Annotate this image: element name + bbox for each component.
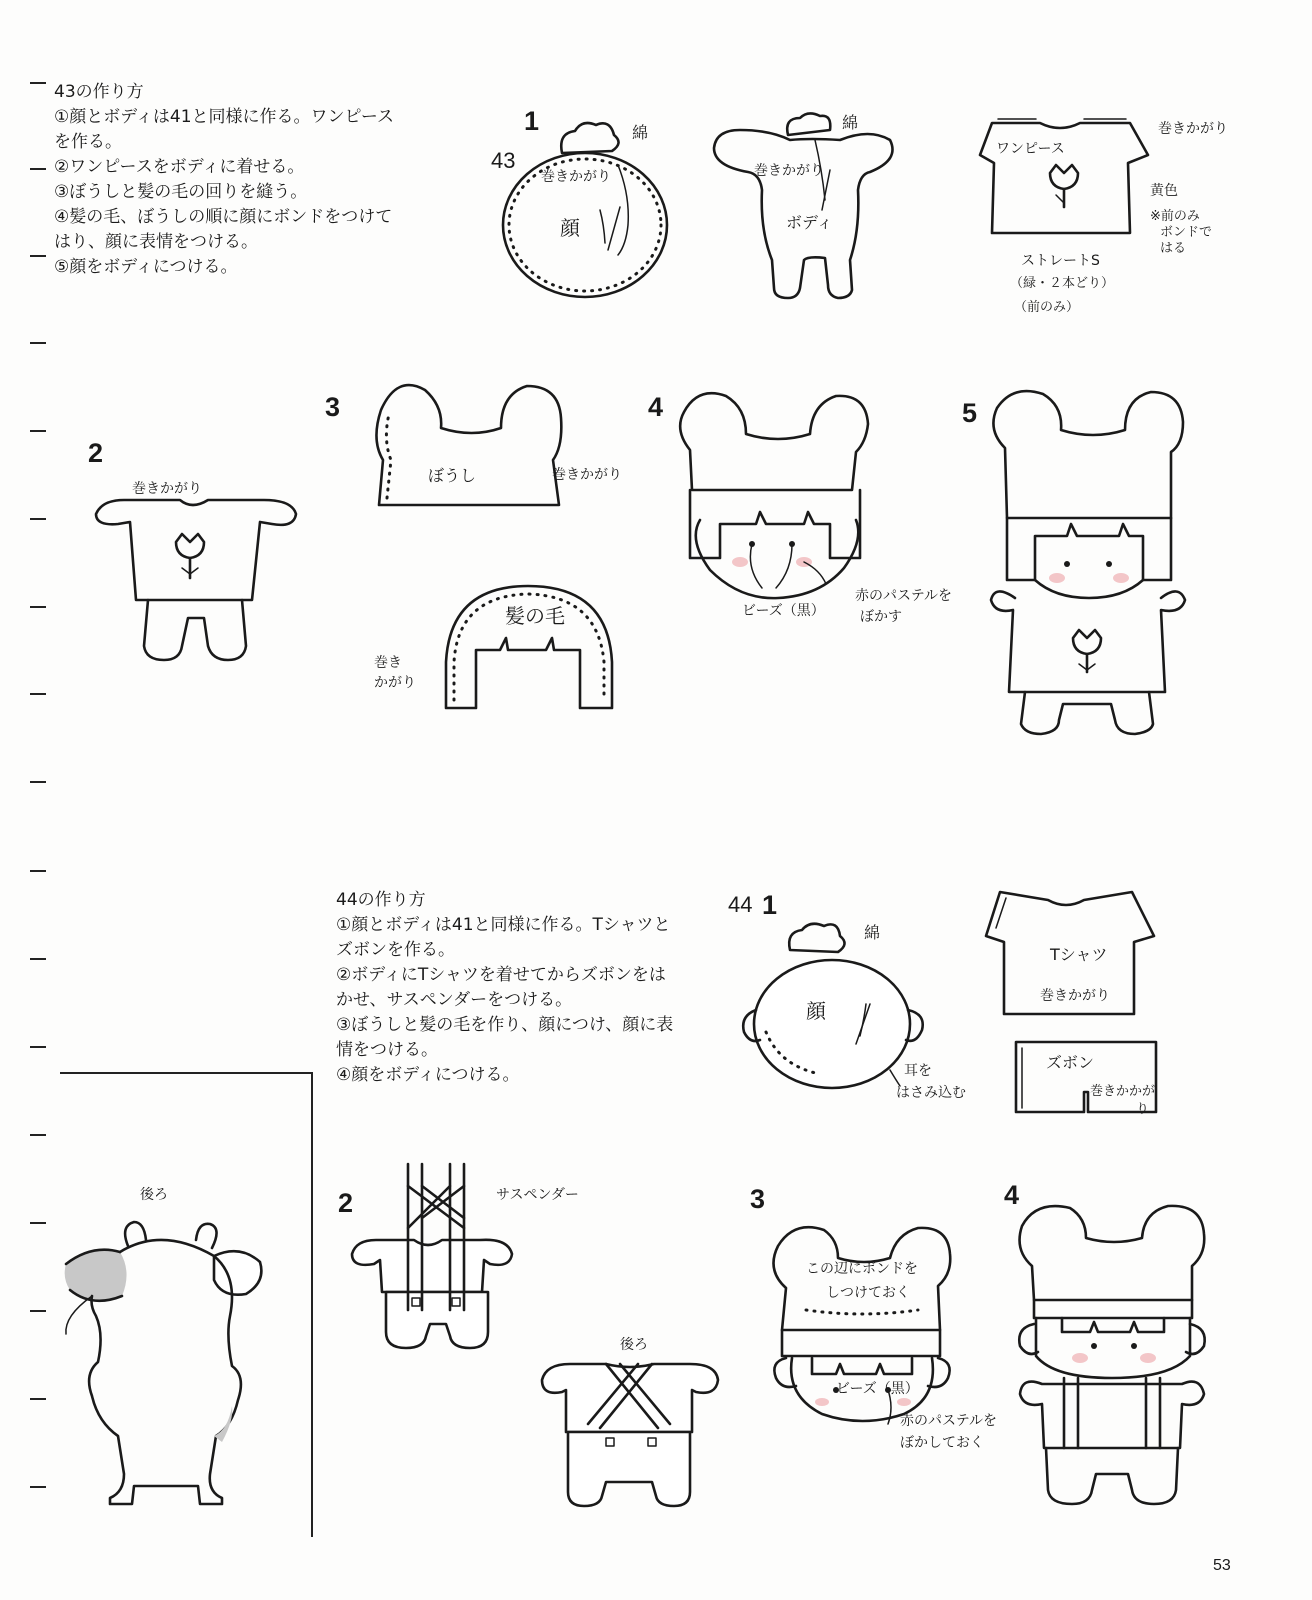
step-number-43-3: 3 [325,392,341,422]
margin-tick [30,693,46,695]
step-number-43-1: 1 [524,106,540,136]
margin-tick [30,168,46,170]
instruction-line: ③ぼうしと髪の毛の回りを縫う。 [54,182,308,202]
label-cotton-body: 綿 [842,113,859,132]
label-hair: 髪の毛 [505,604,565,628]
instruction-line: 情をつける。 [336,1040,438,1060]
margin-tick [30,1134,46,1136]
suspender-back-illustration [540,1352,720,1510]
instruction-line: を作る。 [54,132,122,152]
margin-tick [30,82,46,84]
item-number-44: 44 [728,892,753,917]
label-hair-whip: かがり [374,675,416,691]
margin-tick [30,342,46,344]
step-number-43-2: 2 [88,438,104,468]
margin-tick [30,1398,46,1400]
cow-back-illustration [62,1216,272,1516]
label-suspender: サスペンダー [496,1187,579,1203]
label-step2-whip: 巻きかがり [132,481,202,497]
label-front-only: （前のみ） [1014,300,1080,315]
label-pastel: ぼかす [860,609,902,625]
label-beads: ビーズ（黒） [742,603,825,619]
margin-tick [30,255,46,257]
margin-tick [30,1222,46,1224]
label-beads-44: ビーズ（黒） [836,1381,919,1397]
label-face-44: 顔 [806,999,826,1023]
instruction-line: ①顔とボディは41と同様に作る。ワンピース [54,107,394,127]
box-border-top [60,1072,312,1074]
label-pastel: 赤のパステルを [855,588,953,604]
label-ear: 耳を [904,1063,932,1079]
instruction-line: ②ワンピースをボディに着せる。 [54,157,305,177]
step-number-44-4: 4 [1004,1180,1020,1210]
face-pattern-illustration [500,115,680,305]
instructions-44 [336,888,673,1088]
label-bond: しつけておく [826,1285,910,1301]
label-front-only-note: はる [1160,241,1187,256]
label-green-two-strands: （緑・２本どり） [1010,276,1115,291]
label-pants: ズボン [1046,1053,1095,1072]
instructions-43-title: 43の作り方 [54,82,144,102]
instruction-line: ④顔をボディにつける。 [336,1065,520,1085]
label-face: 顔 [560,216,580,240]
instruction-line: ズボンを作る。 [336,940,455,960]
step-number-44-2: 2 [338,1188,354,1218]
instructions-43 [54,80,394,280]
page-number: 53 [1213,1557,1231,1574]
instruction-line: ③ぼうしと髪の毛を作り、顔につけ、顔に表 [336,1015,674,1035]
label-hair-whip: 巻き [374,655,402,671]
instruction-line: ⑤顔をボディにつける。 [54,257,238,277]
head-assembly-44-illustration [772,1218,954,1430]
dressed-body-illustration [92,496,307,671]
instructions-44-title: 44の作り方 [336,890,426,910]
label-straight-stitch: ストレートS [1021,253,1100,269]
instruction-line: かせ、サスペンダーをつける。 [336,990,573,1010]
label-body: ボディ [786,213,833,232]
dress-pattern-illustration [980,115,1155,255]
label-body-whip: 巻きかがり [754,163,824,179]
instruction-line: ④髪の毛、ぼうしの順に顔にボンドをつけて [54,207,393,227]
label-back: 後ろ [620,1337,648,1353]
label-dress: ワンピース [996,141,1065,157]
label-yellow: 黄色 [1150,183,1178,199]
label-pants-whip: 巻きかかが [1090,1084,1156,1099]
step-number-44-3: 3 [750,1184,766,1214]
step-number-44-1: 1 [762,890,778,920]
instruction-line: ②ボディにTシャツを着せてからズボンをは [336,965,666,985]
margin-tick [30,870,46,872]
label-pastel-44: 赤のパステルを [900,1413,998,1429]
step-number-43-4: 4 [648,392,664,422]
margin-tick [30,430,46,432]
margin-tick [30,606,46,608]
item-number-43: 43 [491,148,516,173]
label-front-only-note: ボンドで [1160,225,1213,240]
label-hat-whip: 巻きかがり [552,467,622,483]
label-dress-whip: 巻きかがり [1158,121,1228,137]
label-cotton: 綿 [632,123,649,142]
step-number-43-5: 5 [962,398,978,428]
instruction-line: はり、顔に表情をつける。 [54,232,258,252]
label-whip: 巻きかがり [541,169,611,185]
label-cotton-44: 綿 [864,923,881,942]
head-assembly-illustration [680,390,875,605]
label-front-only-note: ※前のみ [1150,209,1200,224]
margin-tick [30,958,46,960]
margin-tick [30,781,46,783]
margin-tick [30,1486,46,1488]
margin-tick [30,1310,46,1312]
label-ear: はさみ込む [896,1085,966,1101]
label-tshirt: Tシャツ [1050,945,1108,964]
label-hat: ぼうし [428,466,477,485]
label-tshirt-whip: 巻きかがり [1040,988,1110,1004]
label-bond: この辺にボンドを [806,1261,918,1277]
hat-pattern-illustration [377,380,567,515]
finished-doll-43-illustration [985,388,1200,738]
label-pastel-44: ぼかしておく [900,1435,984,1451]
margin-tick [30,1046,46,1048]
instruction-line: ①顔とボディは41と同様に作る。Tシャツと [336,915,671,935]
box-border-right [311,1072,313,1537]
finished-doll-44-illustration [1014,1200,1210,1512]
label-cow-back: 後ろ [140,1187,168,1203]
margin-tick [30,518,46,520]
label-pants-whip: り [1136,1102,1150,1117]
